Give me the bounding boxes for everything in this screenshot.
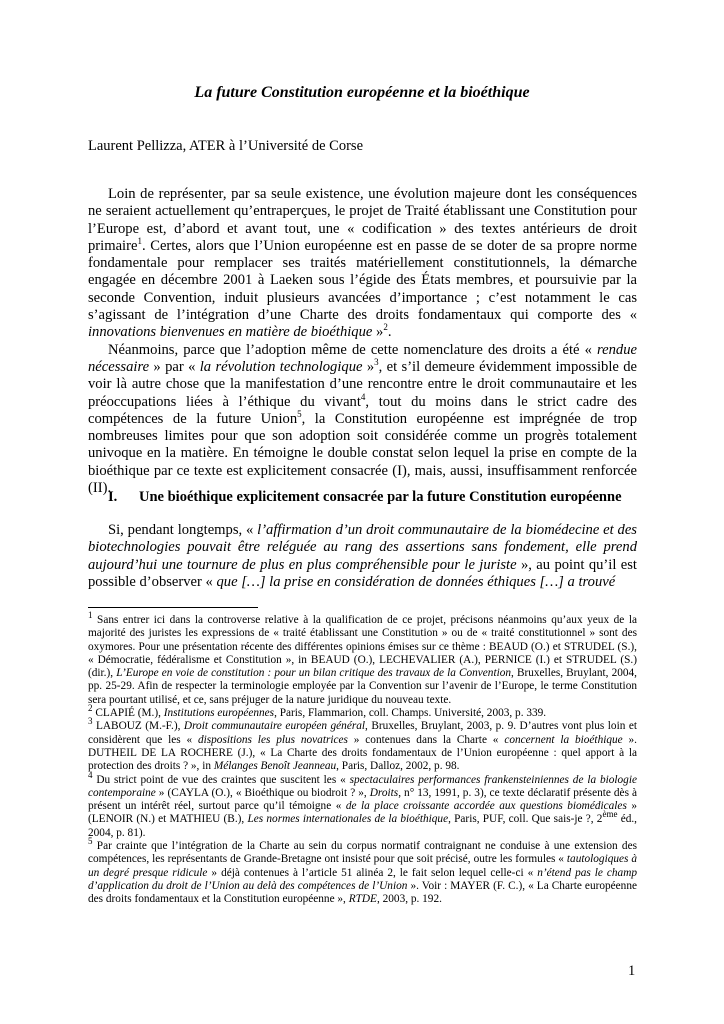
- italic-text: Les normes internationales de la bioéthique: [247, 813, 449, 826]
- italic-text: tautologiques à un degré presque ridicule: [88, 853, 638, 879]
- introduction: [88, 186, 637, 497]
- text: Néanmoins, parce que l’adoption même de cette nomenclature des droits a été «: [108, 341, 598, 358]
- footnote-number: 3: [88, 716, 93, 727]
- paragraph-3: [88, 522, 637, 591]
- text: », au point qu’il est possible d’observer «: [88, 556, 637, 590]
- text: LABOUZ (M.-F.),: [92, 720, 184, 733]
- text: » déjà contenues à l’article 51 alinéa 2, le fait selon lequel celle-ci «: [207, 866, 538, 879]
- text: , Bruxelles, Bruylant, 2003, p. 9. D’autres vont plus loin et considèrent que les «: [88, 720, 637, 746]
- section-title: Une bioéthique explicitement consacrée par la future Constitution européenne: [139, 489, 622, 505]
- text: » contenues dans la Charte «: [347, 733, 505, 746]
- footnote-number: 4: [88, 769, 93, 780]
- italic-text: concernent la bioéthique: [504, 733, 623, 746]
- italic-text: Mélanges Benoît Jeanneau: [213, 760, 337, 773]
- text: , tout du moins dans le strict cadre des compétences de la future Union: [88, 393, 637, 427]
- text: »: [362, 358, 375, 375]
- italic-text: L’Europe en voie de constitution : pour un bilan critique des travaux de la Convention: [116, 667, 512, 680]
- text: Sans entrer ici dans la controverse relative à la qualification de ce projet, précisons néanmoins qu’aux yeux de la majorité des juristes les expressions de « traité établissant une Constitution » ou de « traité constitutionnel » sont des oxymores. Pour une présentation récente des différentes opinions émises sur ce thème : BEAUD (O.) et STRUDEL (S.), « Démocratie, fédéralisme et Constitution », in BEAUD (O.), LECHEVALIER (A.), PERNICE (I.) et STRUDEL (S.) (dir.),: [88, 614, 637, 680]
- text: éd., 2004, p. 81).: [88, 813, 638, 839]
- footnote-number: 2: [88, 703, 93, 714]
- text: , la Constitution européenne est imprégnée de trop nombreuses limites pour que son adoption soit considérée comme un progrès totalement univoque en la matière. En témoigne le double constat selon lequel la prise en compte de la bioéthique par ce texte est explicitement consacrée (I), mais, aussi, insuffisamment renforcée (II).: [88, 410, 638, 497]
- italic-text: de la place croissante accordée aux questions biomédicales: [345, 800, 627, 813]
- section-heading: [108, 489, 622, 506]
- footnote-separator: [88, 607, 258, 608]
- italic-text: Droit communautaire européen général: [183, 720, 366, 733]
- text: CLAPIÉ (M.),: [92, 707, 164, 720]
- text: ». DUTHEIL DE LA ROCHERE (J.), « La Charte des droits fondamentaux de l’Union européenne : quel apport à la protection des droits ? », in: [88, 733, 637, 773]
- text: , et s’il demeure évidemment impossible de voir là autre chose que la manifestation d’une rencontre entre le droit communautaire et les préoccupations liées à l’éthique du vivant: [88, 358, 637, 410]
- italic-text: spectaculaires performances frankensteiniennes de la biologie contemporaine: [88, 773, 637, 799]
- italic-text: rendue nécessaire: [88, 341, 637, 375]
- page-number: 1: [628, 963, 636, 979]
- text: Par crainte que l’intégration de la Charte au sein du corpus normatif contraignant ne conduise à une extension des compétences, les représentants de Grande-Bretagne ont insisté pour que soit précisé, outre les formules «: [88, 840, 637, 866]
- text: , Paris, Flammarion, coll. Champs. Université, 2003, p. 339.: [274, 707, 547, 720]
- text: » par «: [149, 358, 200, 375]
- italic-text: RTDE: [348, 893, 377, 906]
- italic-text: n’étend pas le champ d’application du droit de l’Union au delà des compétences de l’Union: [88, 866, 637, 892]
- footnotes: [88, 610, 638, 907]
- text: Si, pendant longtemps, «: [108, 522, 258, 538]
- text: . Certes, alors que l’Union européenne est en passe de se doter de sa propre norme fondamentale pour remplacer ses traités matériellement constitutionnels, la démarche engagée en décembre 2001 à Laeken sous l’égide des États membres, et poursuivie par la seconde Convention, induit plusieurs avancées d’importance ; c’est notamment le cas s’agissant de l’intégration d’une Charte des droits fondamentaux qui comporte des «: [88, 237, 637, 324]
- section-body: [88, 522, 637, 591]
- footnote-2: [88, 703, 637, 720]
- text: , Bruxelles, Bruylant, 2004, pp. 25-29. Afin de respecter la terminologie employée par la Convention sur l’avenir de l’Europe, le terme Constitution sera pourtant utilisé, et ce, sans préjuger de la nature juridique du nouveau texte.: [88, 667, 637, 706]
- superscript: ème: [602, 809, 618, 820]
- footnote-ref-5[interactable]: 5: [297, 409, 302, 419]
- italic-text: que […] la prise en considération de données éthiques […] a trouvé: [216, 573, 616, 590]
- text: , n° 13, 1991, p. 3), ce texte déclaratif présente dès à présent un intérêt réel, surtout parce qu’il témoigne «: [88, 786, 637, 813]
- text: Loin de représenter, par sa seule existence, une évolution majeure dont les conséquences ne seraient actuellement qu’entraperçues, le projet de Traité établissant une Constitution pour l’Europe est, d’abord et avant tout, une « codification » des textes antérieurs de droit primaire: [88, 186, 637, 254]
- text: , Paris, Dalloz, 2002, p. 98.: [336, 760, 460, 773]
- italic-text: innovations bienvenues en matière de bioéthique: [88, 324, 373, 341]
- author-line: Laurent Pellizza, ATER à l’Université de Corse: [88, 138, 364, 154]
- paragraph-1: [88, 186, 637, 342]
- page-title: La future Constitution européenne et la bioéthique: [194, 84, 530, 101]
- italic-text: l’affirmation d’un droit communautaire de la biomédecine et des biotechnologies pouvait être reléguée au rang des assertions sans fondement, elle prend aujourd’hui une tournure de plus en plus compréhensible pour le juriste: [88, 522, 637, 573]
- footnote-1: [88, 610, 637, 707]
- footnote-5: [88, 836, 638, 906]
- text: »: [372, 324, 384, 341]
- text: , Paris, PUF, coll. Que sais-je ?, 2: [448, 813, 603, 826]
- text: » (CAYLA (O.), « Bioéthique ou biodroit ? »,: [155, 786, 370, 799]
- text: , 2003, p. 192.: [376, 893, 442, 906]
- footnote-ref-1[interactable]: 1: [137, 236, 142, 247]
- text: » (LENOIR (N.) et MATHIEU (B.),: [88, 800, 637, 826]
- footnote-ref-3[interactable]: 3: [374, 357, 379, 368]
- text: .: [387, 324, 392, 341]
- footnote-4: [88, 769, 638, 840]
- footnote-3: [88, 716, 637, 773]
- footnote-ref-2[interactable]: 2: [383, 322, 388, 333]
- italic-text: dispositions les plus novatrices: [197, 733, 348, 746]
- text: ». Voir : MAYER (F. C.), « La Charte européenne des droits fondamentaux et la Constitution européenne »,: [88, 879, 637, 906]
- italic-text: Droits: [369, 786, 399, 799]
- footnote-number: 5: [88, 836, 93, 847]
- italic-text: Institutions européennes: [163, 707, 275, 720]
- footnote-number: 1: [88, 610, 93, 621]
- footnote-ref-4[interactable]: 4: [360, 391, 366, 402]
- paragraph-2: [88, 342, 637, 498]
- section-number: I.: [108, 489, 118, 505]
- text: Du strict point de vue des craintes que suscitent les «: [92, 773, 350, 786]
- italic-text: la révolution technologique: [199, 358, 363, 375]
